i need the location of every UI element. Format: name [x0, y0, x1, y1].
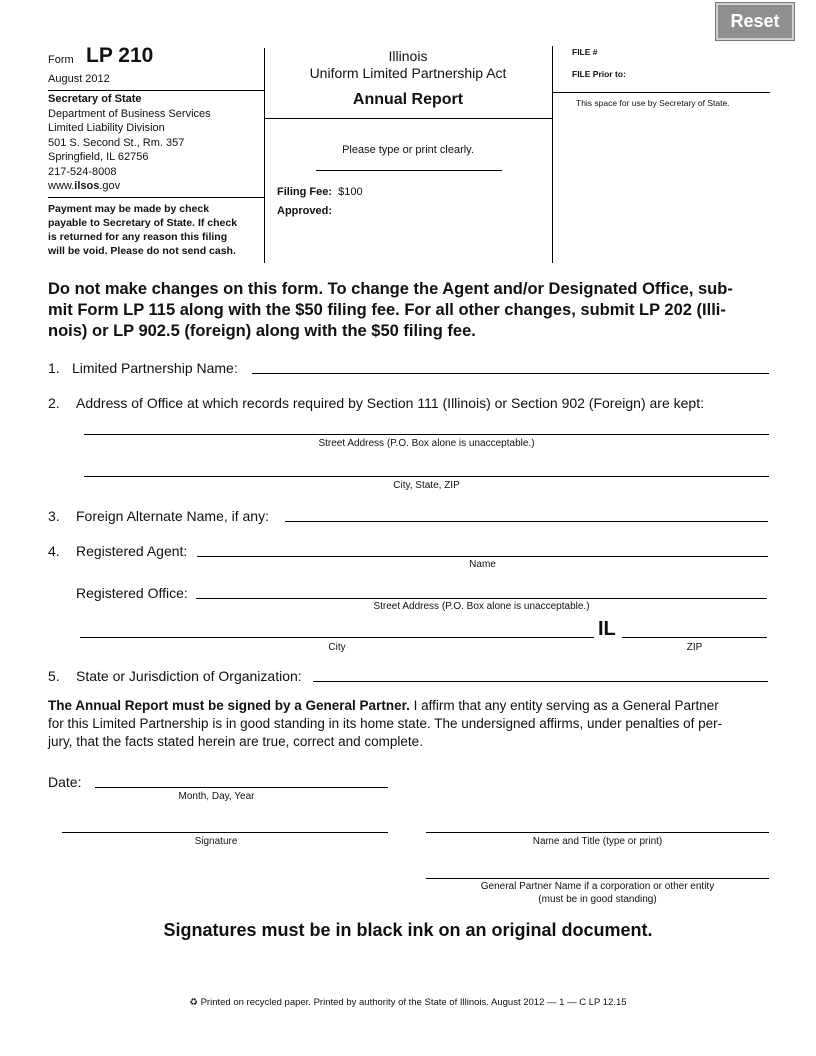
- general-partner-input[interactable]: [426, 865, 769, 879]
- office-street-caption: Street Address (P.O. Box alone is unacceptable.): [373, 601, 590, 612]
- office-line-2: Limited Liability Division: [48, 122, 165, 134]
- instructions-line-2: mit Form LP 115 along with the $50 filing fee. For all other changes, submit LP 202 (Illi-: [48, 301, 726, 319]
- office-title: Secretary of State: [48, 93, 142, 105]
- office-zip-caption: ZIP: [686, 642, 703, 653]
- instructions-line-1: Do not make changes on this form. To change the Agent and/or Designated Office, sub-: [48, 280, 733, 298]
- state-name: Illinois: [388, 48, 428, 64]
- footer: [0, 997, 816, 1008]
- form-word: Form: [48, 54, 74, 66]
- q1-label: Limited Partnership Name:: [72, 360, 238, 376]
- website-suffix: .gov: [99, 180, 121, 192]
- q4-label: Registered Agent:: [76, 543, 188, 559]
- office-phone: 217-524-8008: [48, 165, 117, 178]
- footer-text: Printed on recycled paper. Printed by authority of the State of Illinois. August 2012 — 1 — C LP 12.15: [200, 997, 627, 1008]
- payment-note-2: payable to Secretary of State. If check: [48, 217, 238, 229]
- office-website[interactable]: [48, 179, 120, 194]
- act-name: Uniform Limited Partnership Act: [309, 65, 507, 81]
- black-ink-note: Signatures must be in black ink on an original document.: [163, 920, 653, 940]
- filing-fee-value: $100: [338, 186, 363, 198]
- filing-fee: [277, 186, 363, 198]
- date-input[interactable]: [95, 774, 388, 788]
- office-state: IL: [598, 618, 616, 640]
- q4-number: 4.: [48, 543, 60, 559]
- office-city-caption: City: [328, 642, 346, 653]
- print-note: Please type or print clearly.: [342, 144, 474, 156]
- q2-label: Address of Office at which records required by Section 111 (Illinois) or Section 902 (Foreign) are kept:: [76, 395, 704, 411]
- filing-fee-label: Filing Fee:: [277, 186, 332, 198]
- q5-label: State or Jurisdiction of Organization:: [76, 668, 302, 684]
- q2-number: 2.: [48, 395, 60, 411]
- records-city-input[interactable]: [84, 463, 769, 477]
- form-date: August 2012: [48, 73, 110, 85]
- name-title-input[interactable]: [426, 819, 769, 833]
- date-label: Date:: [48, 774, 82, 790]
- general-partner-caption-2: (must be in good standing): [538, 894, 657, 905]
- agent-name-input[interactable]: [197, 543, 768, 557]
- file-number-label: FILE #: [572, 47, 598, 57]
- recycle-icon: ♻: [189, 997, 198, 1008]
- office-city-input[interactable]: [80, 624, 594, 638]
- form-number: LP 210: [86, 44, 154, 67]
- office-line-1: Department of Business Services: [48, 107, 211, 120]
- office-zip-input[interactable]: [622, 624, 767, 638]
- office-line-4: Springfield, IL 62756: [48, 151, 149, 163]
- date-caption: Month, Day, Year: [178, 791, 255, 802]
- approved-label: Approved:: [277, 205, 332, 217]
- affirmation-line-1-rest: I affirm that any entity serving as a General Partner: [409, 698, 719, 713]
- payment-note-4: will be void. Please do not send cash.: [48, 245, 236, 257]
- records-street-input[interactable]: [84, 421, 769, 435]
- file-prior-label: FILE Prior to:: [572, 69, 626, 79]
- affirmation-line-3: jury, that the facts stated herein are true, correct and complete.: [48, 734, 423, 749]
- website-domain: ilsos: [74, 180, 100, 192]
- q1-number: 1.: [48, 360, 60, 376]
- q3-number: 3.: [48, 508, 60, 524]
- sos-space-note: This space for use by Secretary of State.: [576, 98, 730, 108]
- instructions-line-3: nois) or LP 902.5 (foreign) along with the $50 filing fee.: [48, 322, 476, 340]
- jurisdiction-input[interactable]: [313, 668, 768, 682]
- office-street-input[interactable]: [196, 585, 767, 599]
- report-title: Annual Report: [352, 91, 464, 108]
- affirmation-bold: The Annual Report must be signed by a General Partner.: [48, 698, 410, 713]
- records-street-caption: Street Address (P.O. Box alone is unacceptable.): [318, 438, 535, 449]
- agent-name-caption: Name: [469, 559, 496, 570]
- alternate-name-input[interactable]: [285, 508, 768, 522]
- signature-caption: Signature: [194, 836, 238, 847]
- affirmation-line-2: for this Limited Partnership is in good standing in its home state. The undersigned affirms, under penalties of per-: [48, 716, 723, 731]
- office-line-3: 501 S. Second St., Rm. 357: [48, 136, 185, 149]
- website-prefix: www.: [48, 180, 75, 192]
- records-city-caption: City, State, ZIP: [393, 480, 460, 491]
- payment-note-1: Payment may be made by check: [48, 203, 210, 215]
- name-title-caption: Name and Title (type or print): [532, 836, 663, 847]
- partnership-name-input[interactable]: [252, 360, 769, 374]
- general-partner-caption-1: General Partner Name if a corporation or other entity: [480, 881, 715, 892]
- registered-office-label: Registered Office:: [76, 585, 188, 601]
- q3-label: Foreign Alternate Name, if any:: [76, 508, 269, 524]
- q5-number: 5.: [48, 668, 60, 684]
- reset-button[interactable]: Reset: [716, 3, 794, 40]
- affirmation-line-1: [48, 698, 719, 713]
- payment-note-3: is returned for any reason this filing: [48, 231, 228, 243]
- signature-input[interactable]: [62, 819, 388, 833]
